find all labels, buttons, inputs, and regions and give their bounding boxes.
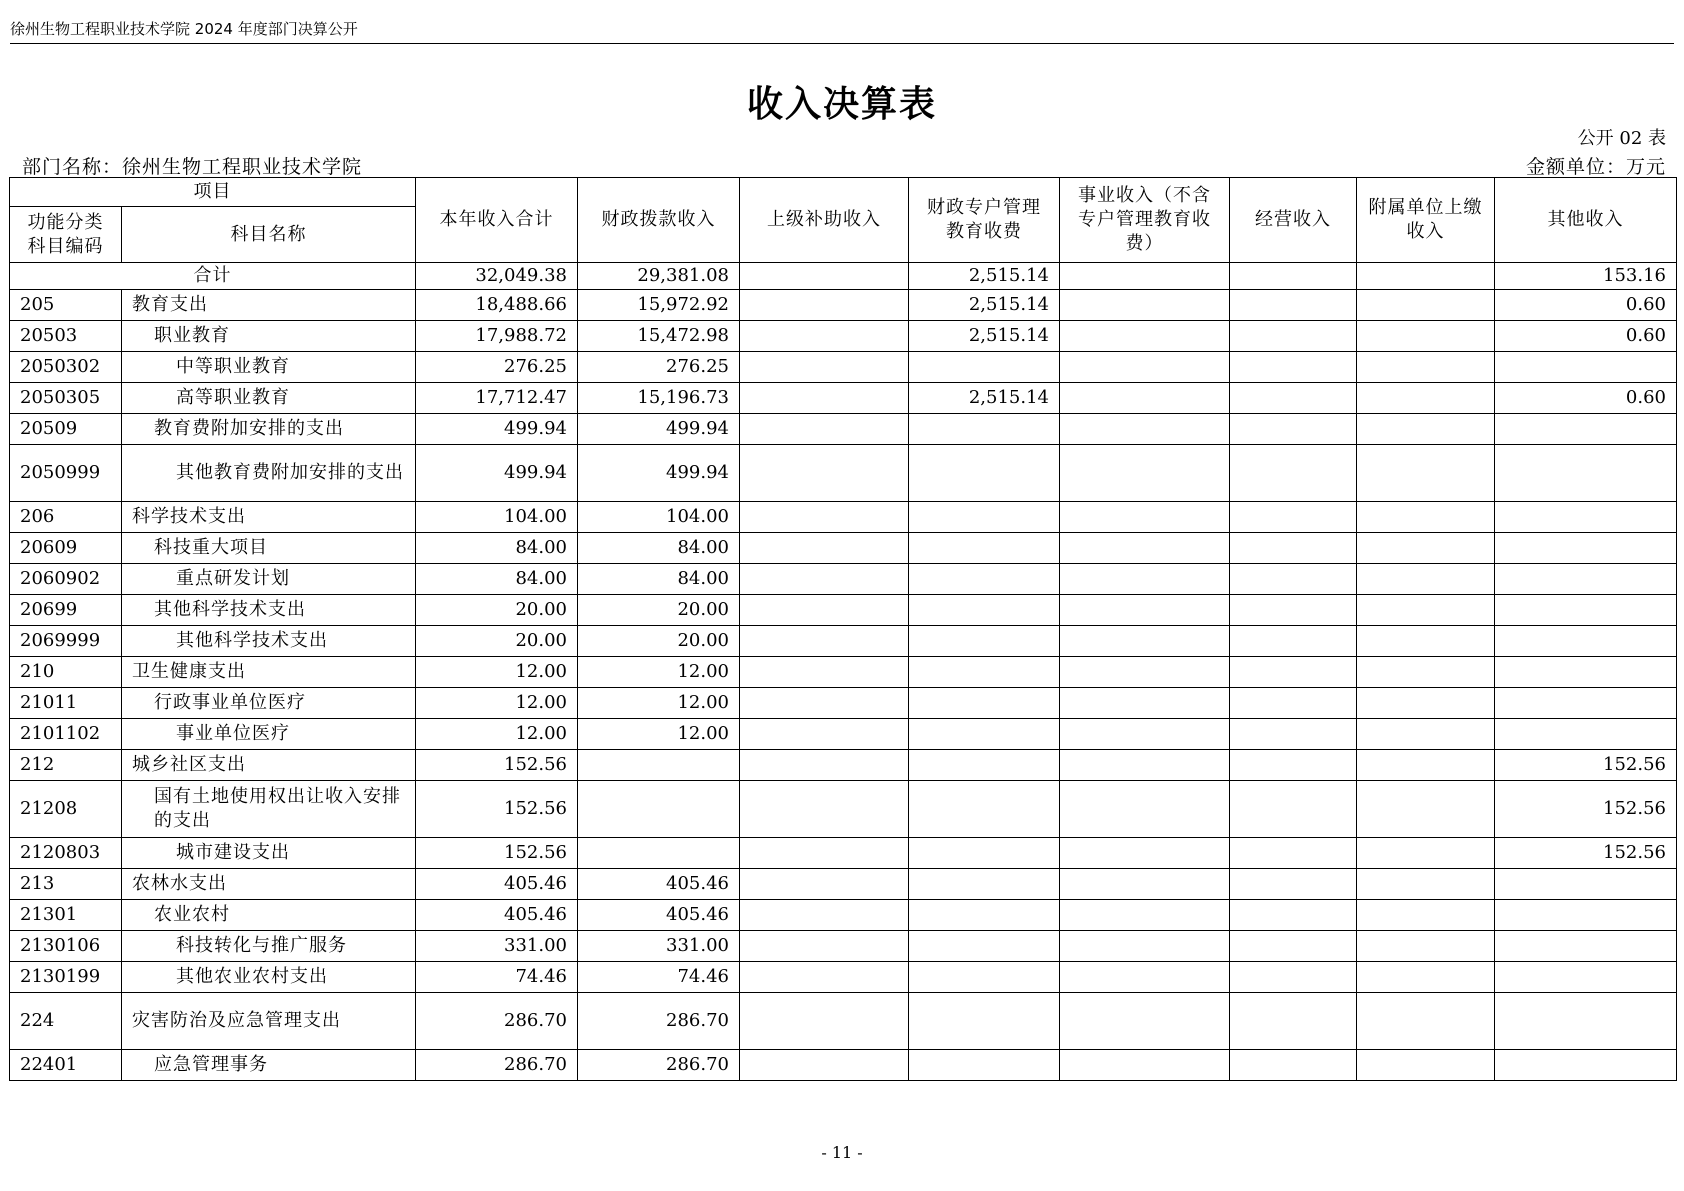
amount-operation [1230,900,1357,931]
amount-affiliate [1357,931,1495,962]
table-row [10,750,1677,781]
amount-superior [740,321,909,352]
subject-code: 21301 [10,900,122,931]
table-row [10,445,1677,502]
amount-special [909,869,1060,900]
amount-superior [740,657,909,688]
amount-affiliate [1357,595,1495,626]
subject-name: 农业农村 [122,900,416,931]
table-row [10,290,1677,321]
amount-superior [740,750,909,781]
amount-business [1060,931,1230,962]
amount-affiliate [1357,962,1495,993]
amount-other: 152.56 [1495,750,1677,781]
amount-affiliate [1357,564,1495,595]
amount-superior [740,352,909,383]
amount-superior [740,781,909,838]
amount-total: 20.00 [416,595,578,626]
table-row [10,414,1677,445]
amount-affiliate [1357,414,1495,445]
table-row [10,962,1677,993]
amount-affiliate [1357,688,1495,719]
amount-superior [740,383,909,414]
amount-business [1060,993,1230,1050]
subject-name: 中等职业教育 [122,352,416,383]
amount-fiscal [578,838,740,869]
amount-other: 152.56 [1495,838,1677,869]
amount-superior [740,290,909,321]
amount-business [1060,564,1230,595]
running-header: 徐州生物工程职业技术学院 2024 年度部门决算公开 [10,18,1674,44]
amount-other [1495,719,1677,750]
amount-operation [1230,502,1357,533]
amount-special [909,750,1060,781]
amount-superior [740,838,909,869]
amount-fiscal: 499.94 [578,414,740,445]
amount-total: 286.70 [416,1050,578,1081]
amount-special: 2,515.14 [909,321,1060,352]
amount-other [1495,414,1677,445]
amount-affiliate [1357,290,1495,321]
subject-code: 224 [10,993,122,1050]
amount-fiscal: 20.00 [578,595,740,626]
amount-total: 152.56 [416,838,578,869]
total-label: 合计 [10,263,416,290]
amount-total: 405.46 [416,869,578,900]
amount-other: 0.60 [1495,383,1677,414]
amount-fiscal: 405.46 [578,900,740,931]
subject-name: 城乡社区支出 [122,750,416,781]
subject-code: 2130106 [10,931,122,962]
subject-name: 卫生健康支出 [122,657,416,688]
amount-total: 104.00 [416,502,578,533]
amount-affiliate [1357,750,1495,781]
subject-name: 其他农业农村支出 [122,962,416,993]
amount-business [1060,781,1230,838]
table-row [10,352,1677,383]
subject-name: 教育支出 [122,290,416,321]
amount-fiscal: 286.70 [578,1050,740,1081]
amount-other: 0.60 [1495,290,1677,321]
header-business: 事业收入（不含专户管理教育收费） [1060,178,1230,263]
page-number: - 11 - [821,1143,863,1162]
amount-business [1060,414,1230,445]
amount-fiscal [578,781,740,838]
subject-code: 21208 [10,781,122,838]
amount-superior [740,900,909,931]
header-special: 财政专户管理教育收费 [909,178,1060,263]
subject-code: 210 [10,657,122,688]
total-sum: 32,049.38 [416,263,578,290]
amount-fiscal: 12.00 [578,688,740,719]
header-code: 功能分类科目编码 [10,207,122,263]
amount-special [909,445,1060,502]
subject-code: 213 [10,869,122,900]
table-row [10,1050,1677,1081]
table-row [10,502,1677,533]
subject-name: 其他科学技术支出 [122,595,416,626]
amount-other [1495,595,1677,626]
amount-business [1060,1050,1230,1081]
amount-special [909,900,1060,931]
amount-fiscal: 12.00 [578,657,740,688]
subject-code: 20699 [10,595,122,626]
total-fiscal: 29,381.08 [578,263,740,290]
amount-business [1060,626,1230,657]
amount-other: 152.56 [1495,781,1677,838]
header-total: 本年收入合计 [416,178,578,263]
amount-total: 276.25 [416,352,578,383]
amount-affiliate [1357,626,1495,657]
subject-code: 206 [10,502,122,533]
amount-superior [740,962,909,993]
amount-total: 499.94 [416,414,578,445]
amount-fiscal: 20.00 [578,626,740,657]
amount-operation [1230,931,1357,962]
subject-name: 重点研发计划 [122,564,416,595]
amount-affiliate [1357,719,1495,750]
amount-total: 20.00 [416,626,578,657]
amount-fiscal: 15,196.73 [578,383,740,414]
amount-special [909,564,1060,595]
subject-name: 职业教育 [122,321,416,352]
amount-special: 2,515.14 [909,290,1060,321]
amount-affiliate [1357,993,1495,1050]
subject-code: 2069999 [10,626,122,657]
table-row [10,564,1677,595]
amount-total: 152.56 [416,781,578,838]
amount-other [1495,688,1677,719]
header-operation: 经营收入 [1230,178,1357,263]
subject-name: 灾害防治及应急管理支出 [122,993,416,1050]
header-item: 项目 [10,178,416,207]
table-row [10,688,1677,719]
subject-code: 20503 [10,321,122,352]
amount-total: 84.00 [416,533,578,564]
amount-other [1495,900,1677,931]
subject-name: 城市建设支出 [122,838,416,869]
table-row [10,781,1677,838]
amount-superior [740,414,909,445]
amount-operation [1230,445,1357,502]
table-row [10,838,1677,869]
income-table [9,177,1677,1081]
amount-total: 84.00 [416,564,578,595]
amount-business [1060,838,1230,869]
amount-business [1060,445,1230,502]
header-name: 科目名称 [122,207,416,263]
amount-fiscal: 499.94 [578,445,740,502]
amount-total: 74.46 [416,962,578,993]
subject-name: 教育费附加安排的支出 [122,414,416,445]
amount-superior [740,719,909,750]
amount-superior [740,533,909,564]
amount-total: 12.00 [416,719,578,750]
amount-special [909,962,1060,993]
amount-business [1060,352,1230,383]
amount-other [1495,533,1677,564]
amount-operation [1230,626,1357,657]
amount-operation [1230,993,1357,1050]
amount-special [909,688,1060,719]
amount-superior [740,626,909,657]
amount-business [1060,688,1230,719]
amount-special [909,719,1060,750]
total-business [1060,263,1230,290]
subject-name: 科技重大项目 [122,533,416,564]
amount-total: 12.00 [416,688,578,719]
amount-operation [1230,781,1357,838]
department-name: 部门名称：徐州生物工程职业技术学院 [22,156,363,178]
table-row [10,321,1677,352]
amount-affiliate [1357,502,1495,533]
total-other: 153.16 [1495,263,1677,290]
table-row [10,533,1677,564]
table-row [10,657,1677,688]
amount-superior [740,869,909,900]
subject-name: 其他科学技术支出 [122,626,416,657]
amount-superior [740,1050,909,1081]
amount-operation [1230,383,1357,414]
subject-name: 高等职业教育 [122,383,416,414]
amount-superior [740,445,909,502]
subject-code: 2050999 [10,445,122,502]
amount-business [1060,533,1230,564]
subject-name: 其他教育费附加安排的支出 [122,445,416,502]
amount-operation [1230,564,1357,595]
amount-special [909,657,1060,688]
amount-fiscal: 405.46 [578,869,740,900]
amount-fiscal: 12.00 [578,719,740,750]
amount-total: 331.00 [416,931,578,962]
amount-special [909,931,1060,962]
amount-business [1060,502,1230,533]
subject-code: 2050305 [10,383,122,414]
amount-special [909,352,1060,383]
amount-operation [1230,838,1357,869]
total-superior [740,263,909,290]
subject-code: 2130199 [10,962,122,993]
amount-superior [740,688,909,719]
header-fiscal: 财政拨款收入 [578,178,740,263]
amount-other [1495,869,1677,900]
subject-name: 事业单位医疗 [122,719,416,750]
subject-code: 22401 [10,1050,122,1081]
header-other: 其他收入 [1495,178,1677,263]
subject-code: 205 [10,290,122,321]
amount-superior [740,931,909,962]
subject-code: 20609 [10,533,122,564]
total-affiliate [1357,263,1495,290]
amount-operation [1230,595,1357,626]
amount-total: 12.00 [416,657,578,688]
amount-operation [1230,533,1357,564]
subject-name: 应急管理事务 [122,1050,416,1081]
amount-superior [740,595,909,626]
amount-affiliate [1357,383,1495,414]
amount-affiliate [1357,533,1495,564]
subject-code: 2060902 [10,564,122,595]
amount-total: 152.56 [416,750,578,781]
header-affiliate: 附属单位上缴收入 [1357,178,1495,263]
amount-business [1060,962,1230,993]
amount-business [1060,321,1230,352]
subject-name: 科学技术支出 [122,502,416,533]
amount-other [1495,564,1677,595]
amount-business [1060,383,1230,414]
table-row [10,931,1677,962]
table-row [10,869,1677,900]
amount-special [909,1050,1060,1081]
header-superior: 上级补助收入 [740,178,909,263]
amount-special: 2,515.14 [909,383,1060,414]
amount-other [1495,502,1677,533]
amount-affiliate [1357,838,1495,869]
amount-other: 0.60 [1495,321,1677,352]
amount-business [1060,595,1230,626]
amount-operation [1230,414,1357,445]
amount-total: 286.70 [416,993,578,1050]
amount-total: 499.94 [416,445,578,502]
amount-affiliate [1357,657,1495,688]
amount-business [1060,869,1230,900]
amount-other [1495,657,1677,688]
amount-business [1060,900,1230,931]
total-special: 2,515.14 [909,263,1060,290]
amount-operation [1230,290,1357,321]
amount-fiscal: 15,472.98 [578,321,740,352]
table-row [10,626,1677,657]
subject-code: 212 [10,750,122,781]
amount-operation [1230,1050,1357,1081]
amount-special [909,781,1060,838]
amount-fiscal: 15,972.92 [578,290,740,321]
subject-code: 2101102 [10,719,122,750]
amount-fiscal: 104.00 [578,502,740,533]
amount-other [1495,445,1677,502]
amount-operation [1230,719,1357,750]
amount-special [909,993,1060,1050]
amount-fiscal: 84.00 [578,533,740,564]
amount-business [1060,290,1230,321]
table-row [10,595,1677,626]
amount-business [1060,750,1230,781]
subject-code: 2050302 [10,352,122,383]
amount-affiliate [1357,869,1495,900]
table-row [10,383,1677,414]
amount-other [1495,352,1677,383]
amount-special [909,533,1060,564]
amount-other [1495,1050,1677,1081]
amount-special [909,838,1060,869]
amount-affiliate [1357,352,1495,383]
amount-superior [740,502,909,533]
amount-affiliate [1357,321,1495,352]
amount-business [1060,657,1230,688]
amount-special [909,595,1060,626]
subject-code: 2120803 [10,838,122,869]
amount-unit: 金额单位：万元 [1525,156,1666,178]
subject-name: 国有土地使用权出让收入安排的支出 [122,781,416,838]
amount-other [1495,626,1677,657]
amount-total: 17,988.72 [416,321,578,352]
amount-superior [740,564,909,595]
amount-other [1495,931,1677,962]
total-row [10,263,1677,290]
subject-name: 行政事业单位医疗 [122,688,416,719]
amount-special [909,414,1060,445]
subject-code: 20509 [10,414,122,445]
subject-name: 科技转化与推广服务 [122,931,416,962]
table-row [10,900,1677,931]
subject-code: 21011 [10,688,122,719]
amount-fiscal: 74.46 [578,962,740,993]
amount-affiliate [1357,1050,1495,1081]
table-row [10,993,1677,1050]
total-operation [1230,263,1357,290]
amount-operation [1230,688,1357,719]
amount-fiscal [578,750,740,781]
amount-business [1060,719,1230,750]
amount-total: 17,712.47 [416,383,578,414]
subject-name: 农林水支出 [122,869,416,900]
amount-other [1495,993,1677,1050]
table-row [10,719,1677,750]
amount-fiscal: 286.70 [578,993,740,1050]
amount-operation [1230,657,1357,688]
amount-total: 405.46 [416,900,578,931]
amount-operation [1230,750,1357,781]
amount-fiscal: 276.25 [578,352,740,383]
page-title: 收入决算表 [746,84,937,125]
amount-fiscal: 331.00 [578,931,740,962]
amount-affiliate [1357,445,1495,502]
amount-total: 18,488.66 [416,290,578,321]
amount-fiscal: 84.00 [578,564,740,595]
amount-operation [1230,352,1357,383]
amount-operation [1230,962,1357,993]
amount-special [909,502,1060,533]
amount-operation [1230,869,1357,900]
amount-other [1495,962,1677,993]
amount-affiliate [1357,781,1495,838]
amount-affiliate [1357,900,1495,931]
form-number: 公开 02 表 [1577,128,1666,149]
amount-special [909,626,1060,657]
amount-superior [740,993,909,1050]
amount-operation [1230,321,1357,352]
